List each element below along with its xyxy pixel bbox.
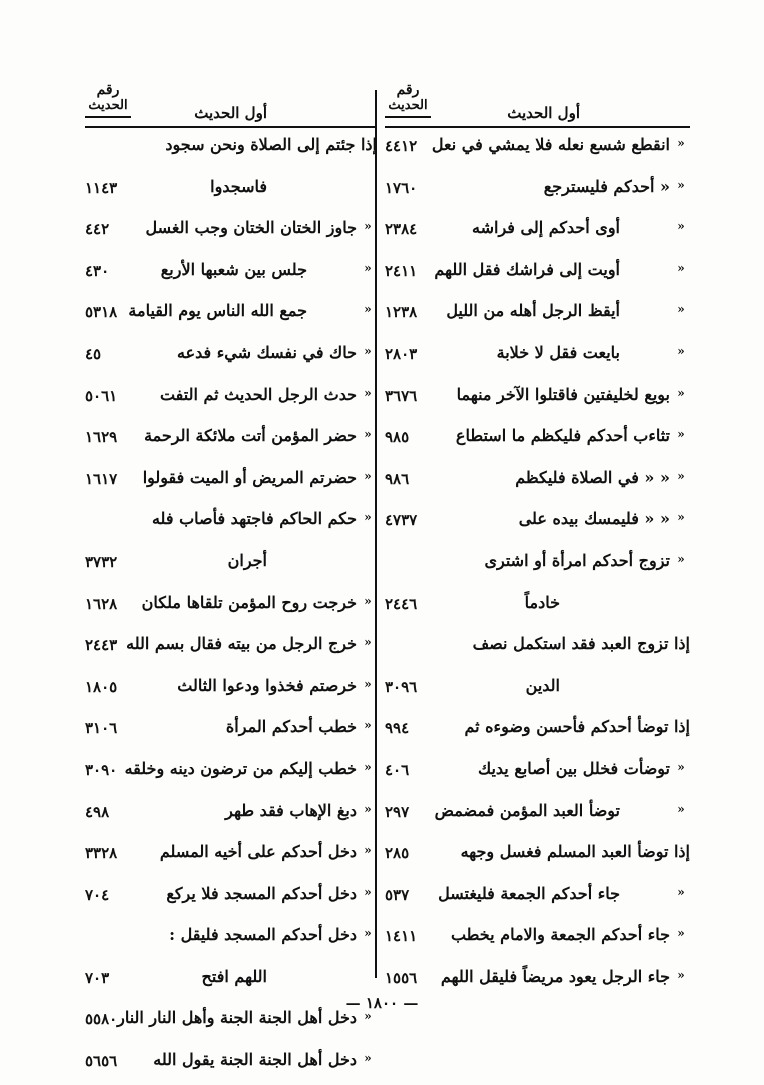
- index-entry: [385, 586, 690, 628]
- hadith-number: ٢٨٠٣: [385, 344, 418, 363]
- hadith-number: ١٦٢٨: [85, 594, 118, 613]
- hadith-opening-text: دخل أحدكم على أخيه المسلم: [159, 842, 357, 862]
- left-column-header: [85, 82, 377, 128]
- index-entry: [385, 419, 690, 461]
- hadith-number: ٤٤١٢: [385, 137, 418, 155]
- index-entry: [385, 835, 690, 877]
- hadith-opening-text: جاء الرجل يعود مريضاً فليقل اللهم: [440, 966, 670, 986]
- hadith-opening-text: توضأ العبد المؤمن فمضمض: [434, 800, 620, 820]
- hadith-opening-text: جلس بين شعبها الأربع: [160, 259, 307, 279]
- repeat-mark: «: [364, 801, 372, 816]
- index-entry: [385, 502, 690, 544]
- hadith-number: ٧٠٤: [85, 885, 110, 904]
- hadith-opening-text: دخل أحدكم المسجد فلا يركع: [166, 883, 357, 903]
- repeat-mark: «: [364, 510, 372, 525]
- hadith-opening-text: جمع الله الناس يوم القيامة: [128, 301, 307, 321]
- index-entry: [385, 752, 690, 794]
- repeat-mark: «: [677, 385, 685, 400]
- hadith-opening-text: اللهم افتح: [201, 966, 267, 986]
- index-entry: [385, 211, 690, 253]
- hadith-number: ١٦١٧: [85, 469, 118, 488]
- index-entry: [385, 669, 690, 711]
- repeat-mark: «: [364, 1051, 372, 1066]
- repeat-mark: «: [677, 136, 685, 150]
- index-entry: [85, 336, 377, 378]
- left-column: [85, 82, 377, 1085]
- hadith-number: ٤٩٨: [85, 802, 110, 821]
- hadith-number-header: [385, 82, 431, 118]
- index-entry: [385, 627, 690, 669]
- hadith-number: ٩٩٤: [385, 719, 410, 738]
- index-entry: [85, 669, 377, 711]
- hadith-number: ٣١٠٦: [85, 719, 118, 738]
- hadith-opening-text: « أحدكم فليسترجع: [543, 176, 670, 196]
- index-entry: [85, 419, 377, 461]
- hadith-opening-text: دخل أحدكم المسجد فليقل :: [169, 925, 357, 945]
- hadith-number: ٣٧٣٢: [85, 552, 118, 571]
- hadith-number: ١٦٢٩: [85, 428, 118, 447]
- hadith-number: ٤٧٣٧: [385, 511, 418, 530]
- repeat-mark: «: [677, 510, 685, 525]
- hadith-number: ١٥٥٦: [385, 968, 418, 987]
- index-entry: [385, 794, 690, 836]
- index-entry: [85, 544, 377, 586]
- index-entry: [85, 794, 377, 836]
- hadith-opening-text: أوى أحدكم إلى فراشه: [472, 218, 620, 238]
- index-entry: [385, 918, 690, 960]
- hadith-opening-text: جاء أحدكم الجمعة فليغتسل: [438, 883, 620, 903]
- index-entry: [385, 253, 690, 295]
- hadith-opening-text: إذا توضأ أحدكم فأحسن وضوءه ثم: [464, 717, 690, 737]
- hadith-opening-text: تزوج أحدكم امرأة أو اشترى: [484, 550, 670, 570]
- index-entry: [385, 461, 690, 503]
- first-of-hadith-header: أول الحديث: [194, 104, 267, 122]
- hadith-opening-text: حكم الحاكم فاجتهد فأصاب فله: [151, 509, 357, 529]
- hadith-number: ٢٤١١: [385, 261, 418, 280]
- hadith-number: ٤٥: [85, 344, 102, 363]
- index-entry: [85, 128, 377, 170]
- repeat-mark: «: [677, 926, 685, 941]
- index-entry: [85, 877, 377, 919]
- index-entry: [385, 128, 690, 170]
- hadith-opening-text: « « في الصلاة فليكظم: [515, 467, 670, 487]
- hadith-number: ٤٤٢: [85, 220, 110, 239]
- hadith-number: ٥٠٦١: [85, 386, 118, 405]
- repeat-mark: «: [364, 427, 372, 442]
- hadith-opening-text: جاوز الختان الختان وجب الغسل: [145, 218, 357, 238]
- repeat-mark: «: [364, 385, 372, 400]
- index-entry: [385, 877, 690, 919]
- repeat-mark: «: [364, 843, 372, 858]
- hadith-number: ٧٠٣: [85, 968, 110, 987]
- hadith-number-header-line1: رقم: [396, 82, 420, 98]
- index-entry: [85, 586, 377, 628]
- right-entries: [385, 128, 690, 1001]
- index-entry: [85, 502, 377, 544]
- repeat-mark: «: [677, 177, 685, 192]
- repeat-mark: «: [677, 759, 685, 774]
- hadith-number: ١١٤٣: [85, 178, 118, 197]
- repeat-mark: «: [364, 635, 372, 650]
- hadith-opening-text: أجران: [227, 550, 267, 570]
- hadith-opening-text: دخل أهل الجنة الجنة يقول الله: [153, 1050, 357, 1070]
- first-of-hadith-header: أول الحديث: [507, 104, 580, 122]
- repeat-mark: «: [364, 718, 372, 733]
- index-entry: [85, 918, 377, 960]
- right-column: [385, 82, 690, 1001]
- page-number: — ١٨٠٠ —: [345, 994, 419, 1012]
- repeat-mark: «: [364, 926, 372, 941]
- index-entry: [85, 294, 377, 336]
- hadith-number-header-line2: الحديث: [85, 98, 131, 118]
- index-entry: [85, 253, 377, 295]
- index-entry: [385, 170, 690, 212]
- repeat-mark: «: [364, 676, 372, 691]
- hadith-number-header-line1: رقم: [96, 82, 120, 98]
- index-entry: [85, 378, 377, 420]
- hadith-number: ٤٣٠: [85, 261, 110, 280]
- repeat-mark: «: [364, 1009, 372, 1024]
- hadith-number: ٥٥٨٠: [85, 1010, 118, 1029]
- hadith-opening-text: خطب إليكم من ترضون دينه وخلقه: [124, 758, 357, 778]
- hadith-opening-text: دخل أهل الجنة الجنة وأهل النار النار: [117, 1008, 357, 1028]
- repeat-mark: «: [677, 967, 685, 982]
- hadith-opening-text: حاك في نفسك شيء فدعه: [177, 342, 357, 362]
- index-entry: [85, 710, 377, 752]
- hadith-opening-text: خرصتم فخذوا ودعوا الثالث: [177, 675, 357, 695]
- repeat-mark: «: [677, 468, 685, 483]
- hadith-opening-text: خادماً: [524, 592, 560, 612]
- hadith-opening-text: الدين: [525, 675, 560, 695]
- repeat-mark: «: [677, 302, 685, 317]
- hadith-opening-text: تثاءب أحدكم فليكظم ما استطاع: [455, 426, 670, 446]
- hadith-number: ٤٠٦: [385, 760, 410, 779]
- hadith-opening-text: حدث الرجل الحديث ثم التفت: [159, 384, 357, 404]
- hadith-number: ٢٣٨٤: [385, 220, 418, 239]
- hadith-opening-text: بايعت فقل لا خلابة: [496, 342, 620, 362]
- hadith-opening-text: خرجت روح المؤمن تلقاها ملكان: [141, 592, 357, 612]
- index-entry: [85, 211, 377, 253]
- hadith-number: ٥٣٧: [385, 885, 410, 904]
- repeat-mark: «: [364, 468, 372, 483]
- left-entries: [85, 128, 377, 1085]
- hadith-number: ٣٦٧٦: [385, 386, 418, 405]
- hadith-number: ١٤١١: [385, 927, 418, 946]
- hadith-number: ٥٦٥٦: [85, 1052, 118, 1071]
- hadith-number: ٩٨٥: [385, 428, 410, 447]
- hadith-opening-text: خطب أحدكم المرأة: [225, 717, 357, 737]
- repeat-mark: «: [364, 302, 372, 317]
- hadith-opening-text: حضر المؤمن أتت ملائكة الرحمة: [144, 426, 357, 446]
- hadith-number: ١٧٦٠: [385, 178, 418, 197]
- repeat-mark: «: [677, 551, 685, 566]
- index-entry: [385, 378, 690, 420]
- hadith-opening-text: دبغ الإهاب فقد طهر: [225, 800, 357, 820]
- index-entry: [85, 1043, 377, 1085]
- index-entry: [85, 627, 377, 669]
- index-entry: [85, 461, 377, 503]
- index-entry: [85, 835, 377, 877]
- hadith-number: ٩٨٦: [385, 469, 410, 488]
- hadith-number: ٣٠٩٠: [85, 760, 118, 779]
- hadith-number: ٢٤٤٦: [385, 594, 418, 613]
- repeat-mark: «: [364, 343, 372, 358]
- hadith-number-header: [85, 82, 131, 118]
- hadith-number: ٣٠٩٦: [385, 677, 418, 696]
- hadith-opening-text: خرج الرجل من بيته فقال بسم الله: [126, 634, 357, 654]
- hadith-number: ٥٣١٨: [85, 303, 118, 322]
- index-entry: [385, 544, 690, 586]
- hadith-opening-text: حضرتم المريض أو الميت فقولوا: [142, 467, 357, 487]
- hadith-opening-text: فاسجدوا: [210, 176, 267, 196]
- repeat-mark: «: [364, 593, 372, 608]
- index-entry: [85, 752, 377, 794]
- repeat-mark: «: [677, 427, 685, 442]
- hadith-opening-text: أويت إلى فراشك فقل اللهم: [434, 259, 620, 279]
- hadith-opening-text: جاء أحدكم الجمعة والامام يخطب: [450, 925, 670, 945]
- hadith-opening-text: أيقظ الرجل أهله من الليل: [446, 301, 620, 321]
- right-column-header: [385, 82, 690, 128]
- repeat-mark: «: [364, 884, 372, 899]
- hadith-opening-text: إذا توضأ العبد المسلم فغسل وجهه: [460, 842, 690, 862]
- hadith-opening-text: انقطع شسع نعله فلا يمشي في نعل: [431, 135, 670, 154]
- hadith-opening-text: إذا تزوج العبد فقد استكمل نصف: [472, 634, 690, 654]
- hadith-opening-text: إذا جئتم إلى الصلاة ونحن سجود: [165, 135, 377, 154]
- hadith-number-header-line2: الحديث: [385, 98, 431, 118]
- hadith-number: ١٨٠٥: [85, 677, 118, 696]
- hadith-opening-text: بويع لخليفتين فاقتلوا الآخر منهما: [456, 384, 670, 404]
- repeat-mark: «: [364, 219, 372, 234]
- hadith-number: ٢٨٥: [385, 844, 410, 863]
- repeat-mark: «: [677, 260, 685, 275]
- repeat-mark: «: [677, 343, 685, 358]
- repeat-mark: «: [364, 260, 372, 275]
- repeat-mark: «: [677, 884, 685, 899]
- index-entry: [385, 710, 690, 752]
- index-entry: [385, 294, 690, 336]
- index-entry: [385, 336, 690, 378]
- hadith-number: ٢٩٧: [385, 802, 410, 821]
- hadith-number: ٢٤٤٣: [85, 636, 118, 655]
- hadith-opening-text: توضأت فخلل بين أصابع يديك: [477, 758, 670, 778]
- index-entry: [85, 170, 377, 212]
- repeat-mark: «: [677, 219, 685, 234]
- hadith-opening-text: « « فليمسك بيده على: [518, 509, 670, 529]
- hadith-number: ١٢٣٨: [385, 303, 418, 322]
- repeat-mark: «: [364, 759, 372, 774]
- hadith-number: ٣٣٢٨: [85, 844, 118, 863]
- repeat-mark: «: [677, 801, 685, 816]
